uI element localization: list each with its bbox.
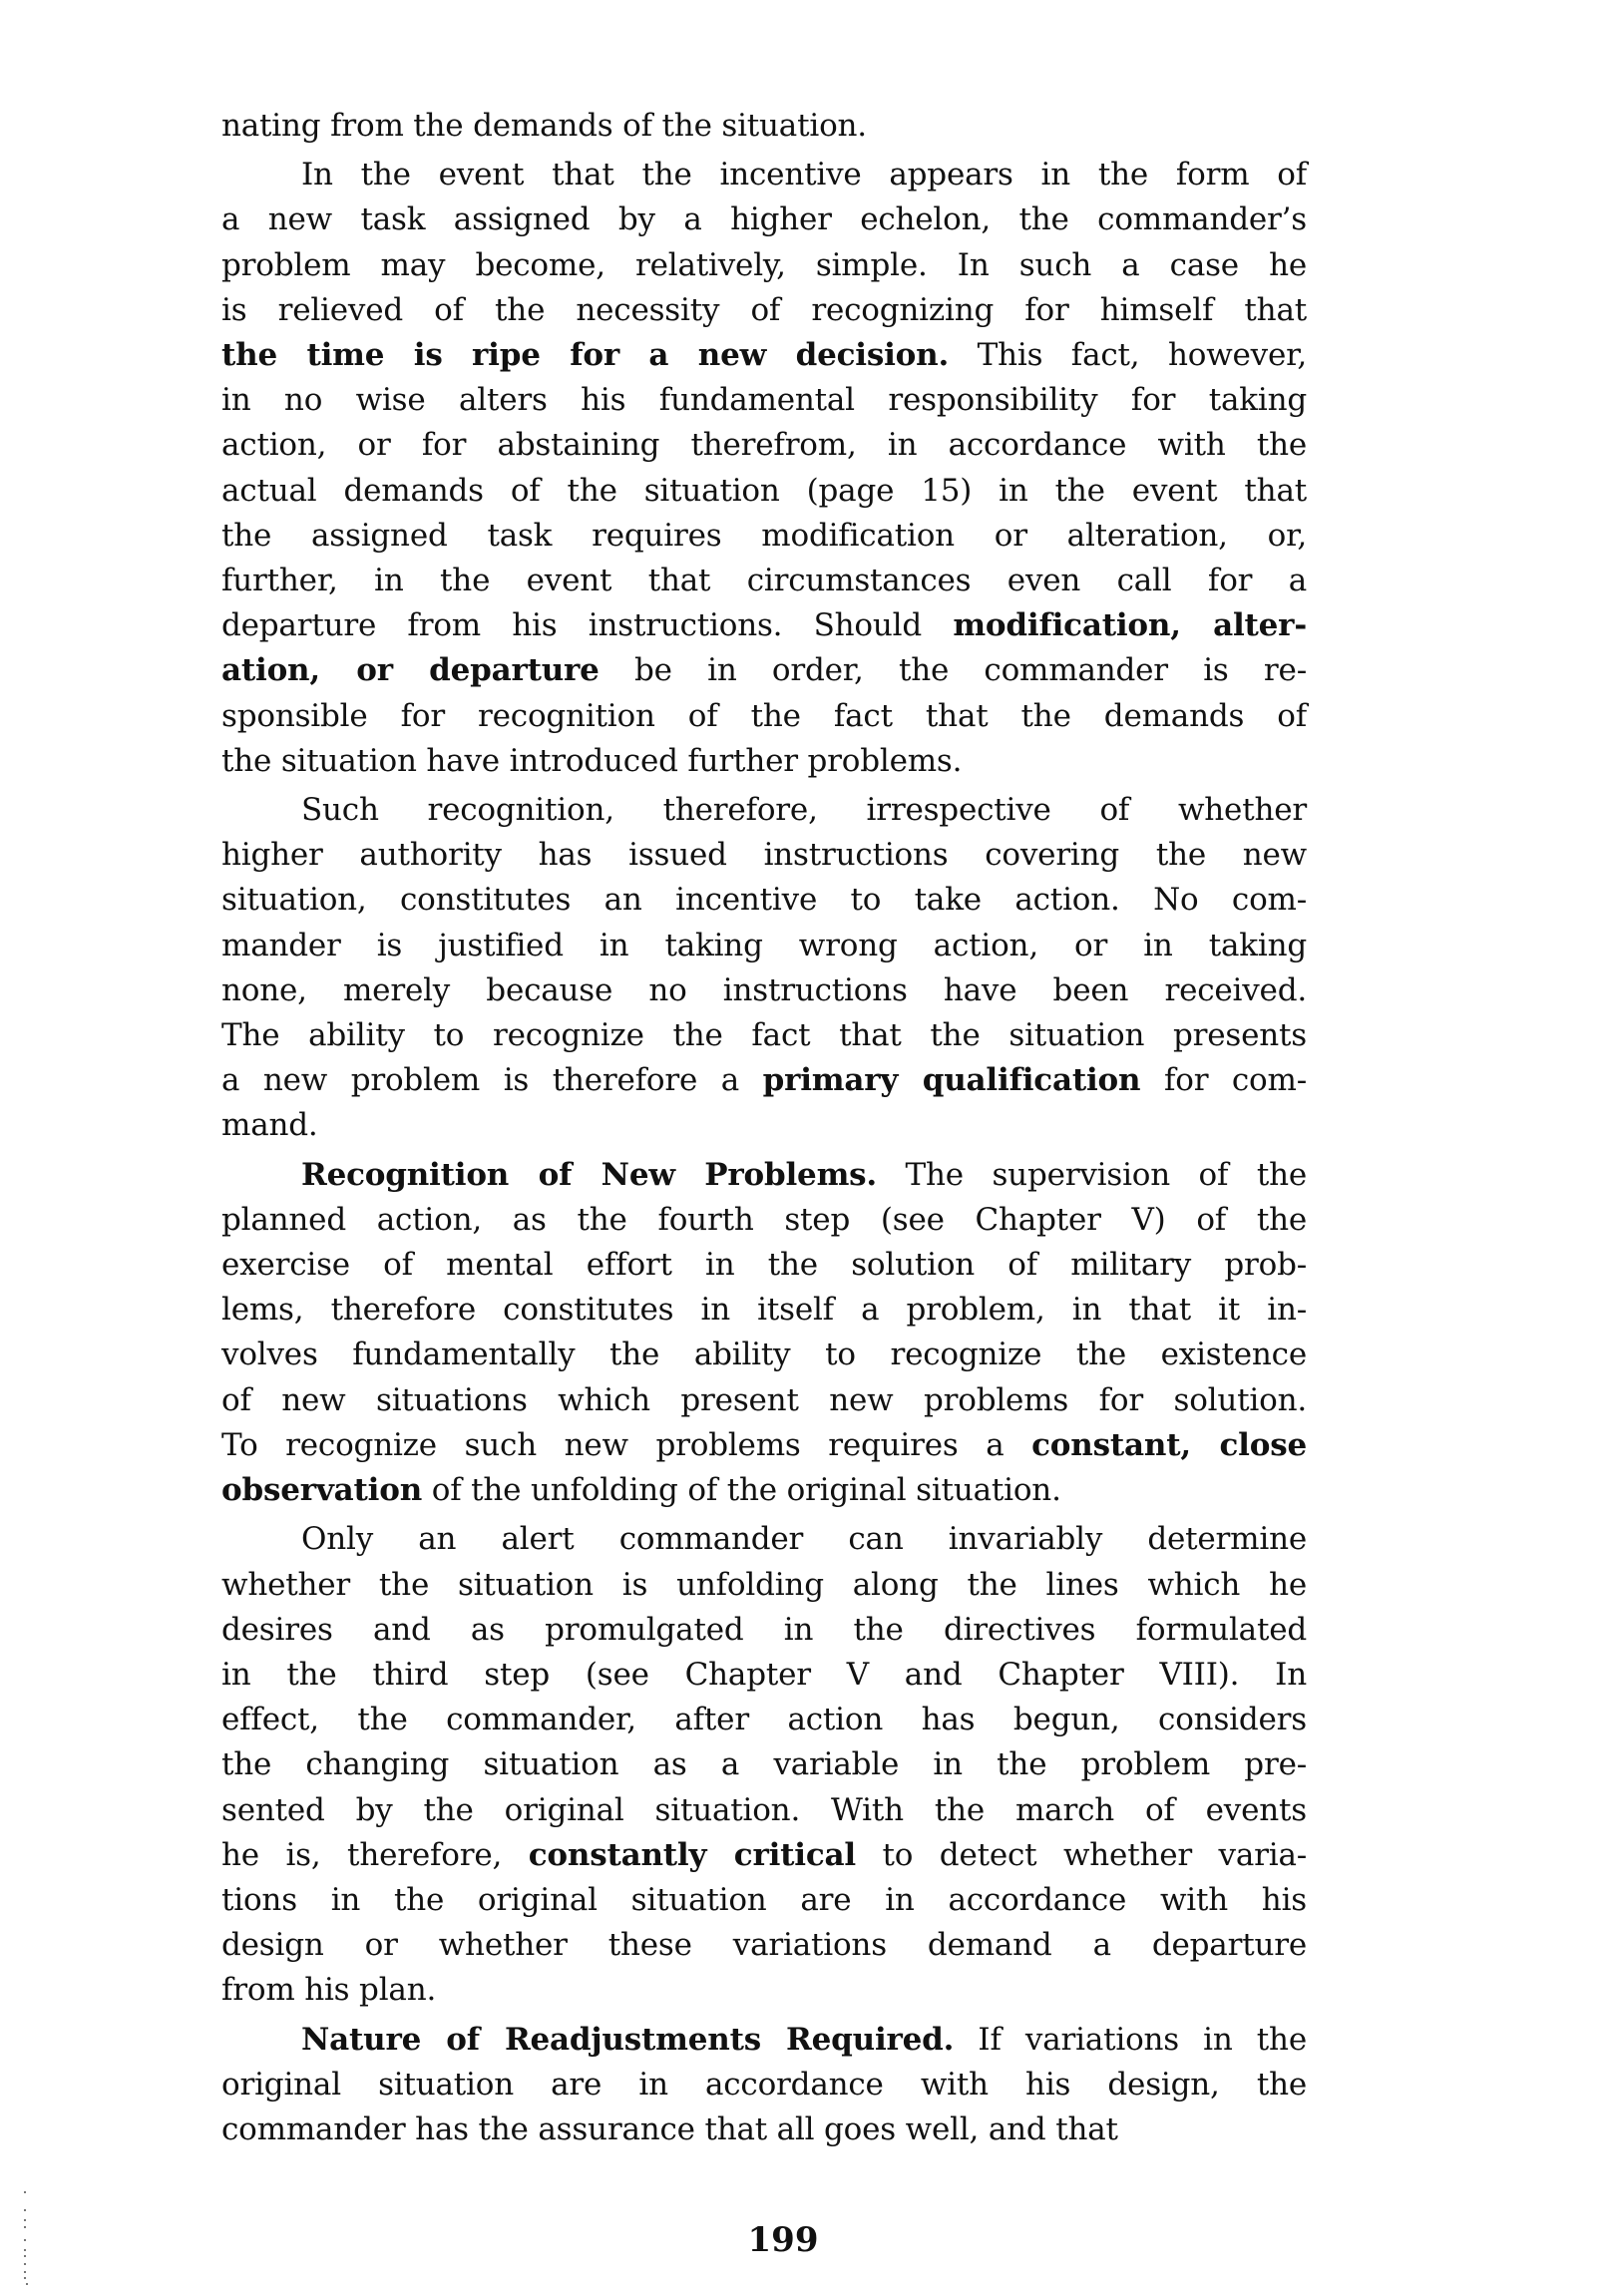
scan-artifact-specks — [24, 2189, 30, 2289]
bold-phrase: primary qualification — [762, 1062, 1141, 1099]
text-line — [221, 1653, 1307, 1698]
text-run: problem may become, relatively, simple. In such a case he — [221, 246, 1307, 283]
text-run: he is, therefore, — [221, 1836, 529, 1873]
text-run: situation, constitutes an incentive to take action. No com- — [221, 882, 1307, 919]
text-run: To recognize such new problems requires a — [221, 1426, 1032, 1463]
text-line — [221, 243, 1307, 288]
text-line — [221, 1563, 1307, 1608]
bold-phrase: modification, alter- — [953, 607, 1307, 644]
page-body — [221, 104, 1307, 2156]
text-line — [221, 1698, 1307, 1742]
text-run: from his plan. — [221, 1972, 437, 2009]
text-run: mand. — [221, 1107, 318, 1144]
text-line — [221, 648, 1307, 693]
text-run: the changing situation as a variable in the problem pre- — [221, 1746, 1307, 1783]
bold-phrase: constant, close — [1031, 1426, 1307, 1463]
text-run: exercise of mental effort in the solution of military prob- — [221, 1247, 1307, 1284]
paragraph — [221, 788, 1307, 1149]
bold-phrase: Recognition of New Problems. — [301, 1156, 878, 1193]
text-run: effect, the commander, after action has begun, considers — [221, 1702, 1307, 1738]
text-run: commander has the assurance that all goes well, and that — [221, 2110, 1118, 2147]
bold-phrase: the time is ripe for a new decision. — [221, 337, 950, 374]
text-run: a new problem is therefore a — [221, 1062, 763, 1099]
text-line — [221, 1468, 1307, 1513]
text-run: actual demands of the situation (page 15) in the event that — [221, 472, 1307, 509]
text-run: departure from his instructions. Should — [221, 607, 954, 644]
bold-phrase: observation — [221, 1472, 423, 1509]
text-run: none, merely because no instructions have been received. — [221, 971, 1307, 1008]
text-line — [221, 1788, 1307, 1833]
text-run: original situation are in accordance with his design, the — [221, 2066, 1307, 2103]
text-line — [221, 1013, 1307, 1058]
text-run: If variations in the — [954, 2021, 1307, 2058]
text-line — [221, 378, 1307, 423]
text-run: tions in the original situation are in accordance with his — [221, 1881, 1307, 1918]
text-run: in no wise alters his fundamental responsibility for taking — [221, 382, 1307, 419]
text-line — [221, 833, 1307, 878]
text-line — [221, 1058, 1307, 1103]
text-run: sented by the original situation. With the march of events — [221, 1791, 1307, 1828]
bold-phrase: ation, or departure — [221, 652, 600, 689]
text-run: Only an alert commander can invariably determine — [301, 1521, 1307, 1558]
text-line — [221, 104, 1307, 149]
paragraph — [221, 1153, 1307, 1514]
text-line — [221, 1923, 1307, 1968]
text-line — [221, 1517, 1307, 1562]
text-run: planned action, as the fourth step (see Chapter V) of the — [221, 1201, 1307, 1238]
text-line — [221, 1878, 1307, 1923]
text-line — [221, 603, 1307, 648]
text-run: the assigned task requires modification or alteration, or, — [221, 517, 1307, 554]
text-run: in the third step (see Chapter V and Chapter VIII). In — [221, 1656, 1307, 1693]
text-line — [221, 1608, 1307, 1653]
text-run: This fact, however, — [949, 337, 1307, 374]
text-line — [221, 288, 1307, 333]
text-line — [221, 694, 1307, 739]
text-line — [221, 2107, 1307, 2152]
text-run: whether the situation is unfolding along the lines which he — [221, 1566, 1307, 1603]
text-run: is relieved of the necessity of recognizing for himself that — [221, 291, 1307, 328]
text-run: volves fundamentally the ability to recognize the existence — [221, 1337, 1307, 1373]
text-run: a new task assigned by a higher echelon, the commander’s — [221, 201, 1307, 238]
text-run: further, in the event that circumstances even call for a — [221, 563, 1307, 599]
text-run: Such recognition, therefore, irrespective of whether — [301, 792, 1307, 829]
text-run: The ability to recognize the fact that the situation presents — [221, 1017, 1307, 1054]
text-line — [221, 968, 1307, 1013]
text-run: of new situations which present new problems for solution. — [221, 1381, 1307, 1418]
paragraph — [221, 1517, 1307, 2013]
text-run: of the unfolding of the original situation. — [422, 1472, 1061, 1509]
text-line — [221, 423, 1307, 468]
bold-phrase: constantly critical — [528, 1836, 856, 1873]
text-line — [221, 1968, 1307, 2013]
text-line — [221, 2018, 1307, 2063]
text-line — [221, 514, 1307, 559]
text-line — [221, 197, 1307, 242]
text-line — [221, 1333, 1307, 1377]
text-line — [221, 1103, 1307, 1148]
text-line — [221, 878, 1307, 923]
text-run: be in order, the commander is re- — [599, 652, 1307, 689]
text-line — [221, 2063, 1307, 2107]
text-run: action, or for abstaining therefrom, in accordance with the — [221, 427, 1307, 464]
text-run: In the event that the incentive appears in the form of — [301, 157, 1307, 193]
text-run: design or whether these variations demand a departure — [221, 1927, 1307, 1964]
text-run: lems, therefore constitutes in itself a problem, in that it in- — [221, 1292, 1307, 1329]
text-line — [221, 1833, 1307, 1878]
text-line — [221, 1153, 1307, 1198]
text-line — [221, 153, 1307, 197]
text-line — [221, 1288, 1307, 1333]
text-run: nating from the demands of the situation. — [221, 108, 867, 144]
text-line — [221, 559, 1307, 603]
text-run: for com- — [1140, 1062, 1307, 1099]
paragraph — [221, 104, 1307, 149]
text-line — [221, 1423, 1307, 1468]
text-line — [221, 1378, 1307, 1423]
text-run: the situation have introduced further problems. — [221, 742, 963, 779]
text-line — [221, 1243, 1307, 1288]
bold-phrase: Nature of Readjustments Required. — [301, 2021, 955, 2058]
text-run: to detect whether varia- — [856, 1836, 1307, 1873]
text-line — [221, 1742, 1307, 1787]
paragraph — [221, 2018, 1307, 2153]
text-run: The supervision of the — [877, 1156, 1307, 1193]
text-run: mander is justified in taking wrong action, or in taking — [221, 927, 1307, 963]
text-line — [221, 333, 1307, 378]
paragraph — [221, 153, 1307, 784]
page-number: 199 — [747, 2220, 819, 2260]
text-line — [221, 788, 1307, 833]
text-line — [221, 739, 1307, 784]
text-line — [221, 924, 1307, 968]
text-run: desires and as promulgated in the directives formulated — [221, 1611, 1307, 1648]
text-run: sponsible for recognition of the fact that the demands of — [221, 697, 1307, 734]
text-line — [221, 1198, 1307, 1243]
text-line — [221, 469, 1307, 514]
text-run: higher authority has issued instructions covering the new — [221, 837, 1307, 874]
